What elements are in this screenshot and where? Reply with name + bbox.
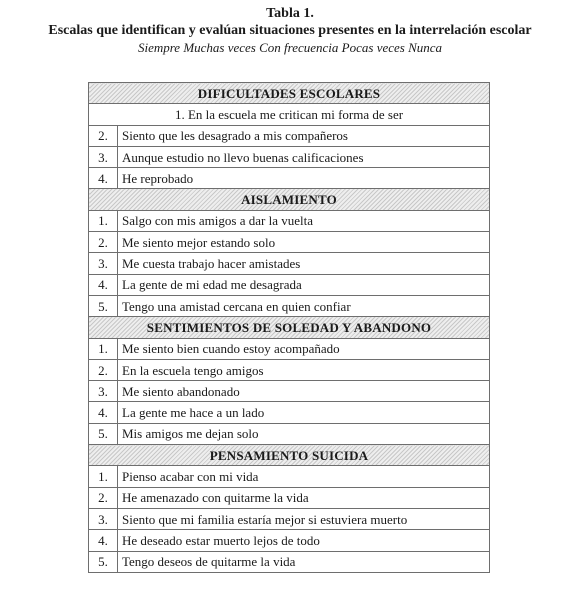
- item-text: Tengo una amistad cercana en quien confiar: [118, 295, 490, 316]
- item-number: 1.: [89, 210, 118, 231]
- item-text: Salgo con mis amigos a dar la vuelta: [118, 210, 490, 231]
- item-text: En la escuela me critican mi forma de ser: [187, 106, 404, 122]
- table-row: [89, 530, 490, 551]
- table-row: [89, 146, 490, 167]
- section-heading: AISLAMIENTO: [89, 189, 490, 210]
- item-number: 3.: [89, 253, 118, 274]
- scales-table: [88, 82, 490, 573]
- item-text: Me siento abandonado: [118, 381, 490, 402]
- section-header-row: [89, 445, 490, 466]
- item-text: Me siento bien cuando estoy acompañado: [118, 338, 490, 359]
- table-row: [89, 466, 490, 487]
- table-title: Tabla 1.: [266, 6, 314, 21]
- table-row: [89, 381, 490, 402]
- section-heading: DIFICULTADES ESCOLARES: [89, 83, 490, 104]
- table-row: [89, 210, 490, 231]
- table-row: [89, 253, 490, 274]
- item-number: 5.: [89, 295, 118, 316]
- table-row: [89, 423, 490, 444]
- item-text: En la escuela tengo amigos: [118, 359, 490, 380]
- section-header-row: [89, 189, 490, 210]
- table-row: [89, 551, 490, 572]
- item-number: 1.: [89, 466, 118, 487]
- item-text: Pienso acabar con mi vida: [118, 466, 490, 487]
- item-text: La gente de mi edad me desagrada: [118, 274, 490, 295]
- item-text: Me cuesta trabajo hacer amistades: [118, 253, 490, 274]
- item-text: He deseado estar muerto lejos de todo: [118, 530, 490, 551]
- item-number: 2.: [89, 125, 118, 146]
- item-number: 1.: [174, 106, 185, 122]
- table-row: [89, 232, 490, 253]
- item-text: He reprobado: [118, 168, 490, 189]
- table-row: [89, 295, 490, 316]
- item-text: Me siento mejor estando solo: [118, 232, 490, 253]
- item-text: Mis amigos me dejan solo: [118, 423, 490, 444]
- table-row: [89, 104, 490, 125]
- table-row: [89, 402, 490, 423]
- section-header-row: [89, 317, 490, 338]
- item-number: 4.: [89, 168, 118, 189]
- item-text: Aunque estudio no llevo buenas calificaciones: [118, 146, 490, 167]
- item-text: La gente me hace a un lado: [118, 402, 490, 423]
- section-header-row: [89, 83, 490, 104]
- item-number: 2.: [89, 232, 118, 253]
- table-row: [89, 168, 490, 189]
- section-heading: SENTIMIENTOS DE SOLEDAD Y ABANDONO: [89, 317, 490, 338]
- item-text: Tengo deseos de quitarme la vida: [118, 551, 490, 572]
- table-row: [89, 359, 490, 380]
- item-number: 2.: [89, 487, 118, 508]
- item-number: 2.: [89, 359, 118, 380]
- item-number: 4.: [89, 530, 118, 551]
- item-text: He amenazado con quitarme la vida: [118, 487, 490, 508]
- table-row: [89, 274, 490, 295]
- table-row: [89, 338, 490, 359]
- item-number: 4.: [89, 402, 118, 423]
- item-cell-merged: [89, 104, 490, 125]
- item-number: 1.: [89, 338, 118, 359]
- table-row: [89, 487, 490, 508]
- item-number: 5.: [89, 551, 118, 572]
- section-heading: PENSAMIENTO SUICIDA: [89, 445, 490, 466]
- item-number: 5.: [89, 423, 118, 444]
- item-number: 3.: [89, 146, 118, 167]
- item-text: Siento que mi familia estaría mejor si estuviera muerto: [118, 508, 490, 529]
- item-number: 3.: [89, 508, 118, 529]
- table-row: [89, 125, 490, 146]
- response-scale: Siempre Muchas veces Con frecuencia Pocas veces Nunca: [137, 40, 443, 55]
- item-number: 4.: [89, 274, 118, 295]
- item-number: 3.: [89, 381, 118, 402]
- table-row: [89, 508, 490, 529]
- table-subtitle: Escalas que identifican y evalúan situaciones presentes en la interrelación escolar: [48, 23, 532, 38]
- item-text: Siento que les desagrado a mis compañeros: [118, 125, 490, 146]
